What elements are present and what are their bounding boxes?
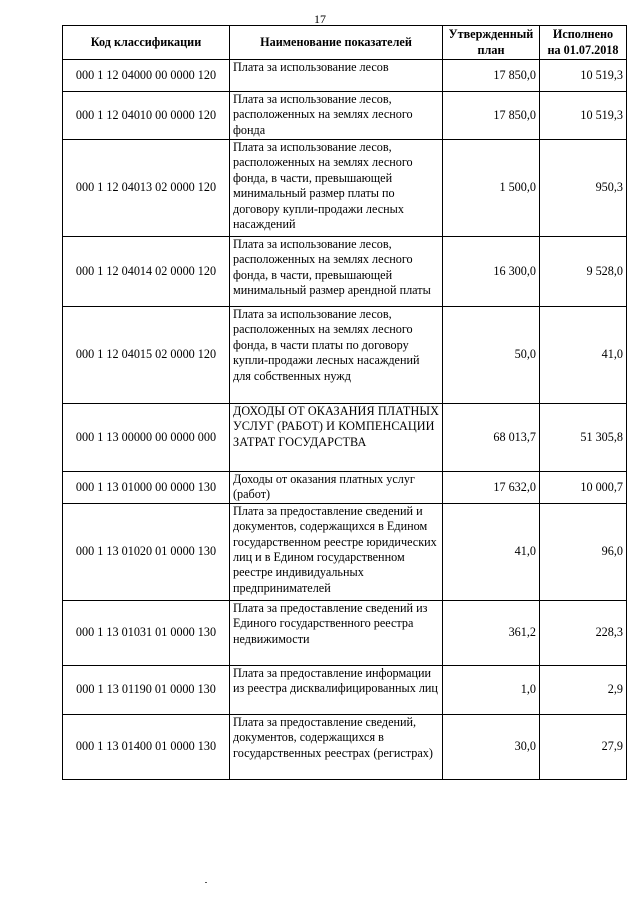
row-done: 27,9	[540, 714, 627, 779]
row-plan: 68 013,7	[443, 404, 540, 472]
row-plan: 41,0	[443, 503, 540, 600]
row-plan: 17 850,0	[443, 92, 540, 140]
header-plan: Утвержденный план	[443, 26, 540, 60]
row-name: Плата за предоставление сведений, документов, содержащихся в государственных реестрах (регистрах)	[230, 714, 443, 779]
row-done: 51 305,8	[540, 404, 627, 472]
row-plan: 1 500,0	[443, 140, 540, 237]
row-code: 000 1 12 04010 00 0000 120	[63, 92, 230, 140]
header-done: Исполнено на 01.07.2018	[540, 26, 627, 60]
row-done: 228,3	[540, 600, 627, 665]
row-name: Плата за использование лесов, расположенных на землях лесного фонда, в части платы по договору купли-продажи лесных насаждений для собственных нужд	[230, 307, 443, 404]
table-row	[63, 307, 627, 404]
row-plan: 50,0	[443, 307, 540, 404]
table-row	[63, 60, 627, 92]
budget-table	[62, 25, 627, 780]
table-header-row	[63, 26, 627, 60]
row-name: Плата за предоставление сведений из Единого государственного реестра недвижимости	[230, 600, 443, 665]
table-row	[63, 404, 627, 472]
row-done: 10 519,3	[540, 60, 627, 92]
row-name: Доходы от оказания платных услуг (работ)	[230, 472, 443, 504]
row-name: Плата за использование лесов	[230, 60, 443, 92]
row-name: Плата за использование лесов, расположенных на землях лесного фонда, в части, превышающей минимальный размер арендной платы	[230, 237, 443, 307]
table-row	[63, 503, 627, 600]
page-number: 17	[314, 12, 326, 26]
row-plan: 16 300,0	[443, 237, 540, 307]
table-row	[63, 140, 627, 237]
row-plan: 30,0	[443, 714, 540, 779]
row-name: Плата за использование лесов, расположенных на землях лесного фонда	[230, 92, 443, 140]
row-done: 2,9	[540, 665, 627, 714]
row-done: 96,0	[540, 503, 627, 600]
row-code: 000 1 13 01031 01 0000 130	[63, 600, 230, 665]
row-name: Плата за предоставление сведений и документов, содержащихся в Едином государственном реестре юридических лиц и в Едином государственном реестре индивидуальных предпринимателей	[230, 503, 443, 600]
row-code: 000 1 13 01400 01 0000 130	[63, 714, 230, 779]
table-row	[63, 237, 627, 307]
row-name: Плата за предоставление информации из реестра дисквалифицированных лиц	[230, 665, 443, 714]
row-name: ДОХОДЫ ОТ ОКАЗАНИЯ ПЛАТНЫХ УСЛУГ (РАБОТ) И КОМПЕНСАЦИИ ЗАТРАТ ГОСУДАРСТВА	[230, 404, 443, 472]
table-row	[63, 600, 627, 665]
scan-speck	[205, 882, 207, 883]
table-row	[63, 665, 627, 714]
row-code: 000 1 13 00000 00 0000 000	[63, 404, 230, 472]
row-code: 000 1 13 01190 01 0000 130	[63, 665, 230, 714]
row-done: 950,3	[540, 140, 627, 237]
row-done: 9 528,0	[540, 237, 627, 307]
row-name: Плата за использование лесов, расположенных на землях лесного фонда, в части, превышающей минимальный размер платы по договору купли-продажи лесных насаждений	[230, 140, 443, 237]
table-row	[63, 472, 627, 504]
row-code: 000 1 13 01020 01 0000 130	[63, 503, 230, 600]
row-code: 000 1 12 04015 02 0000 120	[63, 307, 230, 404]
row-code: 000 1 12 04013 02 0000 120	[63, 140, 230, 237]
row-plan: 1,0	[443, 665, 540, 714]
row-plan: 361,2	[443, 600, 540, 665]
row-done: 10 519,3	[540, 92, 627, 140]
row-code: 000 1 13 01000 00 0000 130	[63, 472, 230, 504]
table-row	[63, 714, 627, 779]
row-done: 41,0	[540, 307, 627, 404]
row-done: 10 000,7	[540, 472, 627, 504]
row-code: 000 1 12 04000 00 0000 120	[63, 60, 230, 92]
table-row	[63, 92, 627, 140]
header-code: Код классификации	[63, 26, 230, 60]
row-plan: 17 632,0	[443, 472, 540, 504]
row-code: 000 1 12 04014 02 0000 120	[63, 237, 230, 307]
row-plan: 17 850,0	[443, 60, 540, 92]
header-name: Наименование показателей	[230, 26, 443, 60]
